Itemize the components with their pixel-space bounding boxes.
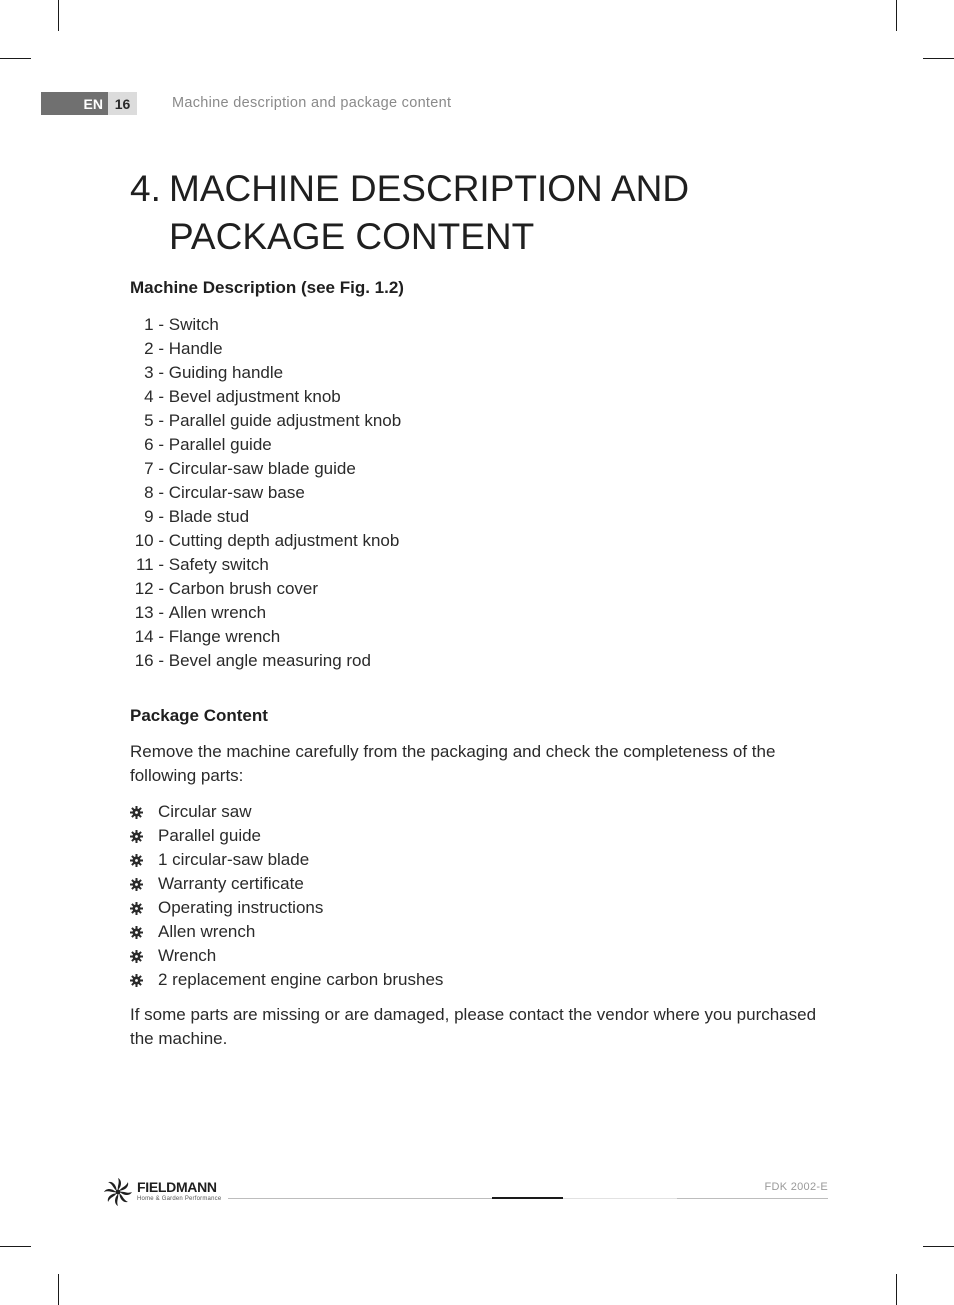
item-text: 2 replacement engine carbon brushes bbox=[158, 970, 444, 989]
list-item bbox=[130, 385, 401, 409]
title-line-1: MACHINE DESCRIPTION AND bbox=[169, 168, 690, 209]
item-number: 7 - bbox=[144, 459, 164, 478]
list-item bbox=[130, 896, 443, 920]
item-number: 5 - bbox=[144, 411, 164, 430]
brand-tagline: Home & Garden Performance bbox=[137, 1196, 222, 1202]
crop-mark bbox=[896, 1274, 897, 1305]
list-item bbox=[130, 920, 443, 944]
fieldmann-logo bbox=[103, 1177, 233, 1209]
gear-bullet-icon bbox=[130, 974, 158, 987]
item-number: 14 - bbox=[134, 627, 164, 646]
item-text: Safety switch bbox=[168, 555, 269, 574]
list-item bbox=[130, 625, 401, 649]
item-text: 1 circular-saw blade bbox=[158, 850, 310, 869]
item-text: Handle bbox=[168, 339, 223, 358]
running-header-title: Machine description and package content bbox=[172, 95, 452, 111]
machine-parts-list bbox=[130, 313, 401, 673]
item-number: 13 - bbox=[134, 603, 164, 622]
crop-mark bbox=[923, 58, 954, 59]
item-text: Circular-saw base bbox=[168, 483, 305, 502]
item-number: 6 - bbox=[144, 435, 164, 454]
item-number: 11 - bbox=[135, 555, 164, 574]
gear-bullet-icon bbox=[130, 926, 158, 939]
list-item bbox=[130, 529, 401, 553]
item-text: Bevel adjustment knob bbox=[168, 387, 341, 406]
language-tab: EN bbox=[41, 92, 108, 115]
crop-mark bbox=[0, 1246, 31, 1247]
list-item bbox=[130, 337, 401, 361]
gear-bullet-icon bbox=[130, 878, 158, 891]
item-number: 16 - bbox=[134, 651, 164, 670]
list-item bbox=[130, 872, 443, 896]
item-text: Bevel angle measuring rod bbox=[168, 651, 371, 670]
package-content-heading: Package Content bbox=[130, 706, 268, 725]
footer-divider-accent bbox=[492, 1197, 563, 1199]
title-line-2: PACKAGE CONTENT bbox=[169, 216, 535, 257]
crop-mark bbox=[58, 0, 59, 31]
item-number: 12 - bbox=[134, 579, 164, 598]
list-item bbox=[130, 313, 401, 337]
item-text: Allen wrench bbox=[168, 603, 267, 622]
item-text: Parallel guide bbox=[168, 435, 272, 454]
list-item bbox=[130, 505, 401, 529]
package-intro-paragraph: Remove the machine carefully from the packaging and check the completeness of the following parts: bbox=[130, 742, 776, 785]
footer-divider bbox=[677, 1198, 828, 1199]
list-item bbox=[130, 481, 401, 505]
gear-bullet-icon bbox=[130, 830, 158, 843]
gear-bullet-icon bbox=[130, 806, 158, 819]
footer-divider bbox=[563, 1198, 677, 1199]
list-item bbox=[130, 577, 401, 601]
brand-name: FIELDMANN bbox=[137, 1179, 217, 1195]
item-number: 9 - bbox=[144, 507, 164, 526]
section-number: 4. bbox=[130, 168, 161, 209]
list-item bbox=[130, 409, 401, 433]
machine-description-heading: Machine Description (see Fig. 1.2) bbox=[130, 278, 404, 297]
list-item bbox=[130, 433, 401, 457]
gear-bullet-icon bbox=[130, 902, 158, 915]
list-item bbox=[130, 361, 401, 385]
item-number: 4 - bbox=[144, 387, 164, 406]
item-text: Operating instructions bbox=[158, 898, 324, 917]
item-text: Flange wrench bbox=[168, 627, 281, 646]
item-number: 2 - bbox=[144, 339, 164, 358]
list-item bbox=[130, 848, 443, 872]
item-number: 10 - bbox=[134, 531, 164, 550]
crop-mark bbox=[923, 1246, 954, 1247]
list-item bbox=[130, 457, 401, 481]
crop-mark bbox=[0, 58, 31, 59]
list-item bbox=[130, 649, 401, 673]
item-text: Circular-saw blade guide bbox=[168, 459, 356, 478]
model-number: FDK 2002-E bbox=[764, 1181, 828, 1193]
item-text: Allen wrench bbox=[158, 922, 256, 941]
page-number: 16 bbox=[108, 92, 137, 115]
list-item bbox=[130, 800, 443, 824]
item-number: 1 - bbox=[144, 315, 164, 334]
item-text: Guiding handle bbox=[168, 363, 284, 382]
item-text: Cutting depth adjustment knob bbox=[168, 531, 400, 550]
crop-mark bbox=[58, 1274, 59, 1305]
item-text: Parallel guide adjustment knob bbox=[168, 411, 402, 430]
item-text: Wrench bbox=[158, 946, 217, 965]
item-text: Carbon brush cover bbox=[168, 579, 319, 598]
item-text: Blade stud bbox=[168, 507, 250, 526]
list-item bbox=[130, 824, 443, 848]
fieldmann-logo-icon bbox=[103, 1177, 133, 1207]
page-title bbox=[130, 165, 830, 261]
item-text: Parallel guide bbox=[158, 826, 262, 845]
list-item bbox=[130, 944, 443, 968]
closing-paragraph: If some parts are missing or are damaged, please contact the vendor where you purchased the machine. bbox=[130, 1005, 817, 1048]
gear-bullet-icon bbox=[130, 950, 158, 963]
list-item bbox=[130, 553, 401, 577]
gear-bullet-icon bbox=[130, 854, 158, 867]
crop-mark bbox=[896, 0, 897, 31]
list-item bbox=[130, 601, 401, 625]
item-text: Warranty certificate bbox=[158, 874, 304, 893]
list-item bbox=[130, 968, 443, 992]
item-number: 8 - bbox=[144, 483, 164, 502]
footer-divider bbox=[228, 1198, 492, 1199]
package-items-list bbox=[130, 800, 443, 992]
item-text: Circular saw bbox=[158, 802, 252, 821]
item-text: Switch bbox=[168, 315, 219, 334]
item-number: 3 - bbox=[144, 363, 164, 382]
